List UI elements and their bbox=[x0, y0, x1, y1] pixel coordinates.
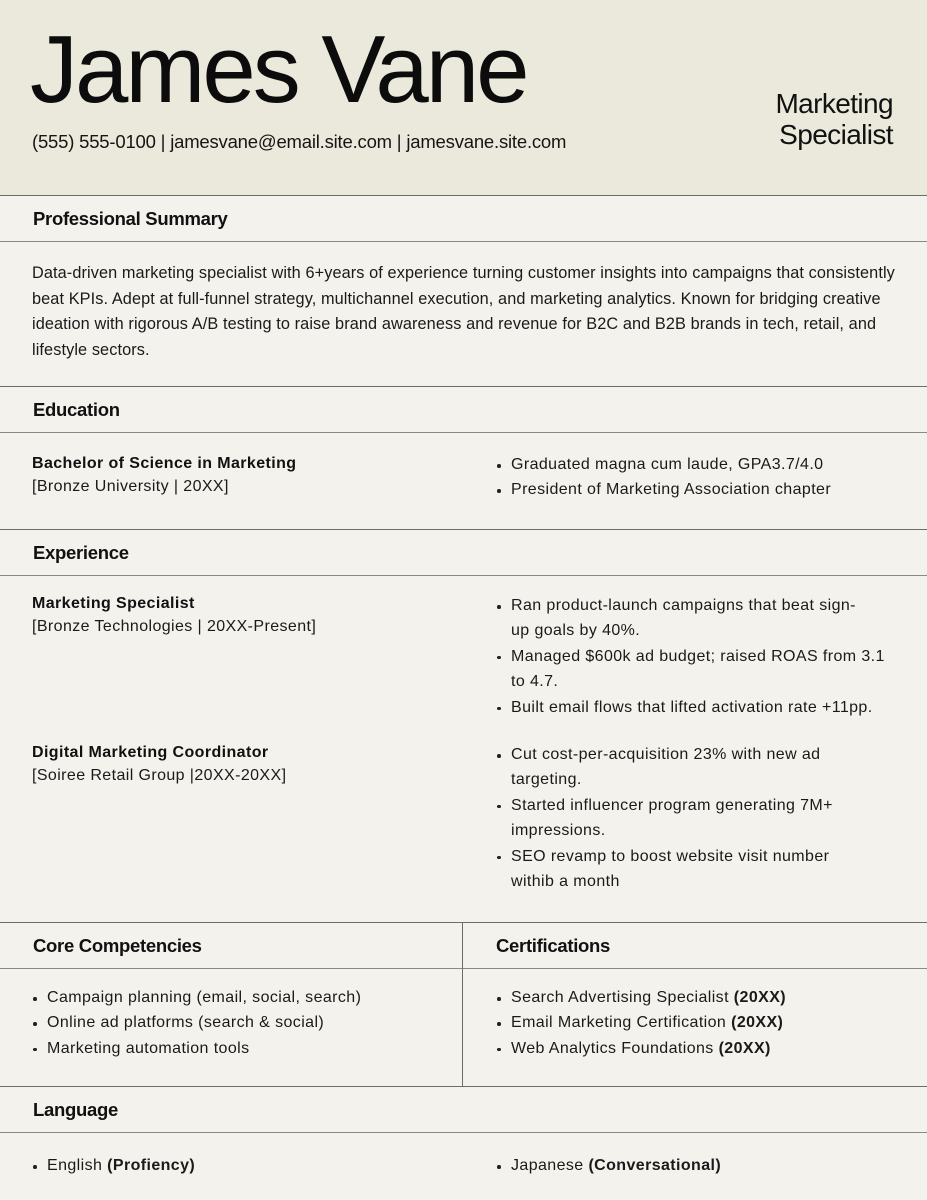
job-title-line-1: Marketing bbox=[775, 88, 893, 119]
list-item: Ran product-launch campaigns that beat sign-up goals by 40%. bbox=[496, 593, 856, 644]
degree-title: Bachelor of Science in Marketing bbox=[32, 455, 297, 472]
column-divider bbox=[462, 922, 463, 1086]
list-item bbox=[496, 985, 786, 1010]
list-item bbox=[32, 1153, 195, 1178]
section-header-education bbox=[0, 387, 927, 433]
section-header-experience bbox=[0, 530, 927, 576]
job-title-2: Digital Marketing Coordinator bbox=[32, 744, 269, 761]
summary-text: Data-driven marketing specialist with 6+years of experience turning customer insights into campaigns that consistently beat KPIs. Adept at full-funnel strategy, multichannel execution, and marketing analytics. Known for bridging creative ideation with rigorous A/B testing to raise brand awareness and revenue for B2C and B2B brands in tech, retail, and lifestyle sectors. bbox=[32, 264, 895, 359]
list-item: Graduated magna cum laude, GPA3.7/4.0 bbox=[496, 452, 831, 477]
certifications-list bbox=[496, 985, 786, 1061]
education-bullets bbox=[496, 452, 831, 503]
competencies-list bbox=[32, 985, 361, 1061]
list-item: SEO revamp to boost website visit number withib a month bbox=[496, 844, 876, 895]
section-title: Experience bbox=[33, 542, 129, 563]
section-header-summary bbox=[0, 196, 927, 242]
cert-name: Search Advertising Specialist bbox=[511, 989, 729, 1006]
language-level: (Conversational) bbox=[588, 1157, 722, 1174]
job-title-line-2: Specialist bbox=[779, 119, 893, 150]
list-item: Started influencer program generating 7M+ impressions. bbox=[496, 793, 876, 844]
list-item: Built email flows that lifted activation rate +11pp. bbox=[496, 695, 906, 720]
candidate-name: James Vane bbox=[30, 16, 527, 123]
section-title: Professional Summary bbox=[33, 208, 228, 229]
list-item: Online ad platforms (search & social) bbox=[32, 1010, 361, 1035]
cert-year: (20XX) bbox=[731, 1014, 784, 1032]
list-item: Marketing automation tools bbox=[32, 1036, 361, 1061]
cert-year: (20XX) bbox=[733, 989, 786, 1006]
language-name: English bbox=[47, 1157, 103, 1174]
section-header-language bbox=[0, 1087, 927, 1133]
resume-header bbox=[0, 0, 927, 196]
job-1-bullets bbox=[496, 593, 906, 720]
school-info: [Bronze University | 20XX] bbox=[32, 478, 229, 495]
job-title-1: Marketing Specialist bbox=[32, 595, 195, 612]
language-name: Japanese bbox=[511, 1157, 584, 1174]
language-list-left bbox=[32, 1153, 195, 1178]
job-title bbox=[775, 88, 893, 150]
list-item bbox=[496, 1036, 786, 1061]
list-item bbox=[496, 1153, 721, 1178]
job-company-1: [Bronze Technologies | 20XX-Present] bbox=[32, 618, 317, 635]
cert-name: Email Marketing Certification bbox=[511, 1014, 727, 1032]
job-company-2: [Soiree Retail Group |20XX-20XX] bbox=[32, 767, 287, 784]
cert-year: (20XX) bbox=[718, 1039, 771, 1057]
list-item: Managed $600k ad budget; raised ROAS from 3.1 to 4.7. bbox=[496, 644, 896, 695]
section-title: Certifications bbox=[496, 935, 611, 956]
list-item: President of Marketing Association chapter bbox=[496, 477, 831, 502]
contact-info: (555) 555-0100 | jamesvane@email.site.com | jamesvane.site.com bbox=[32, 131, 567, 152]
language-list-right bbox=[496, 1153, 721, 1178]
section-title: Language bbox=[33, 1099, 118, 1120]
list-item bbox=[496, 1010, 786, 1035]
language-level: (Profiency) bbox=[107, 1157, 196, 1174]
job-2-bullets bbox=[496, 742, 876, 894]
list-item: Campaign planning (email, social, search) bbox=[32, 985, 361, 1010]
list-item: Cut cost-per-acquisition 23% with new ad targeting. bbox=[496, 742, 876, 793]
section-title: Core Competencies bbox=[33, 935, 202, 956]
cert-name: Web Analytics Foundations bbox=[511, 1039, 714, 1057]
section-title: Education bbox=[33, 399, 120, 420]
section-header-competencies-certifications bbox=[0, 923, 927, 969]
